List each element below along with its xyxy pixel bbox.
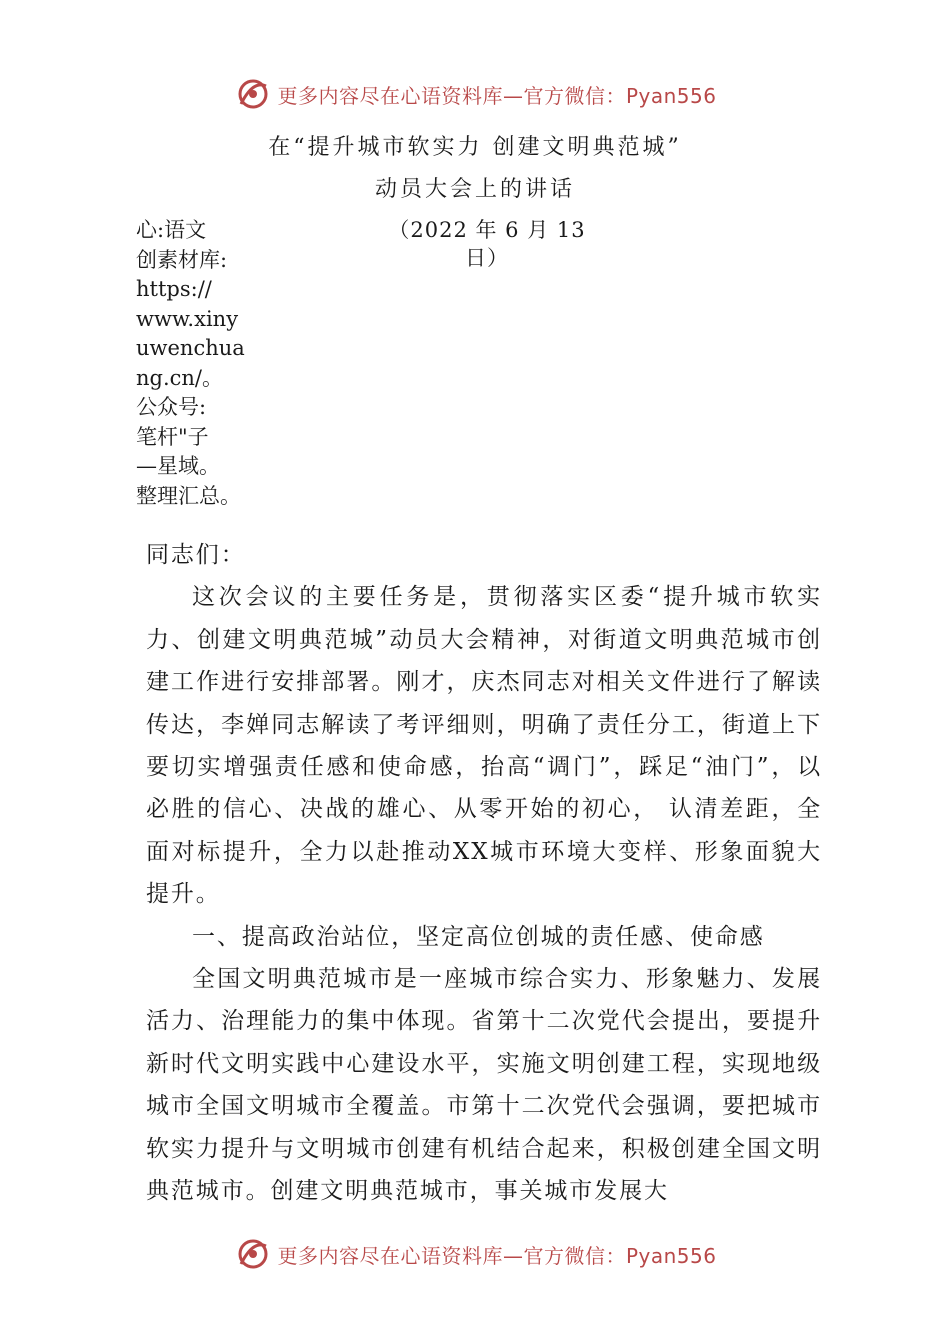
side-note-line: 整理汇总。 [136, 483, 241, 508]
watermark-banner-top [0, 72, 950, 116]
side-note-line: uwenchua [136, 336, 245, 360]
date-line-2: 日） [465, 246, 509, 270]
watermark-text: 更多内容尽在心语资料库—官方微信：Pyan556 [277, 1243, 717, 1268]
brand-logo-icon [233, 1234, 273, 1274]
speech-date [382, 216, 592, 272]
side-note-line: 心:语文 [136, 218, 207, 242]
side-note-line: www.xiny [136, 306, 239, 331]
side-note-line: https:// [136, 277, 212, 301]
watermark-banner-bottom [0, 1232, 950, 1276]
speech-body [146, 534, 822, 1213]
section-heading: 一、提高政治站位，坚定高位创城的责任感、使命感 [192, 923, 765, 950]
body-paragraph: 这次会议的主要任务是，贯彻落实区委“提升城市软实力、创建文明典范城”动员大会精神，对街道文明典范城市创建工作进行安排部署。刚才，庆杰同志对相关文件进行了解读传达，李婵同志解读了考评细则，明确了责任分工，街道上下要切实增强责任感和使命感，抬高“调门”，踩足“油门”，以必胜的信心、决战的雄心、从零开始的初心， 认清差距，全面对标提升，全力以赴推动XX城市环境大变样、形象面貌大提升。 [146, 584, 822, 908]
side-note-line: 公众号: [136, 395, 207, 419]
speech-title: 在“提升城市软实力 创建文明典范城” [268, 135, 682, 160]
date-line-1: （2022 年 6 月 13 [388, 218, 586, 242]
side-note-line: —星域。 [136, 454, 220, 478]
side-note-line: 创素材库: [136, 247, 228, 272]
speech-subtitle: 动员大会上的讲话 [374, 177, 575, 202]
brand-logo-icon [233, 74, 273, 114]
watermark-text: 更多内容尽在心语资料库—官方微信：Pyan556 [277, 83, 717, 108]
side-note-line: 笔杆"子 [136, 424, 209, 449]
body-paragraph: 全国文明典范城市是一座城市综合实力、形象魅力、发展活力、治理能力的集中体现。省第十二次党代会提出，要提升新时代文明实践中心建设水平，实施文明创建工程，实现地级城市全国文明城市全覆盖。市第十二次党代会强调，要把城市软实力提升与文明城市创建有机结合起来，积极创建全国文明典范城市。创建文明典范城市，事关城市发展大 [146, 966, 822, 1205]
side-note [136, 216, 254, 511]
side-note-line: ng.cn/。 [136, 365, 224, 390]
salutation: 同志们： [146, 542, 246, 568]
